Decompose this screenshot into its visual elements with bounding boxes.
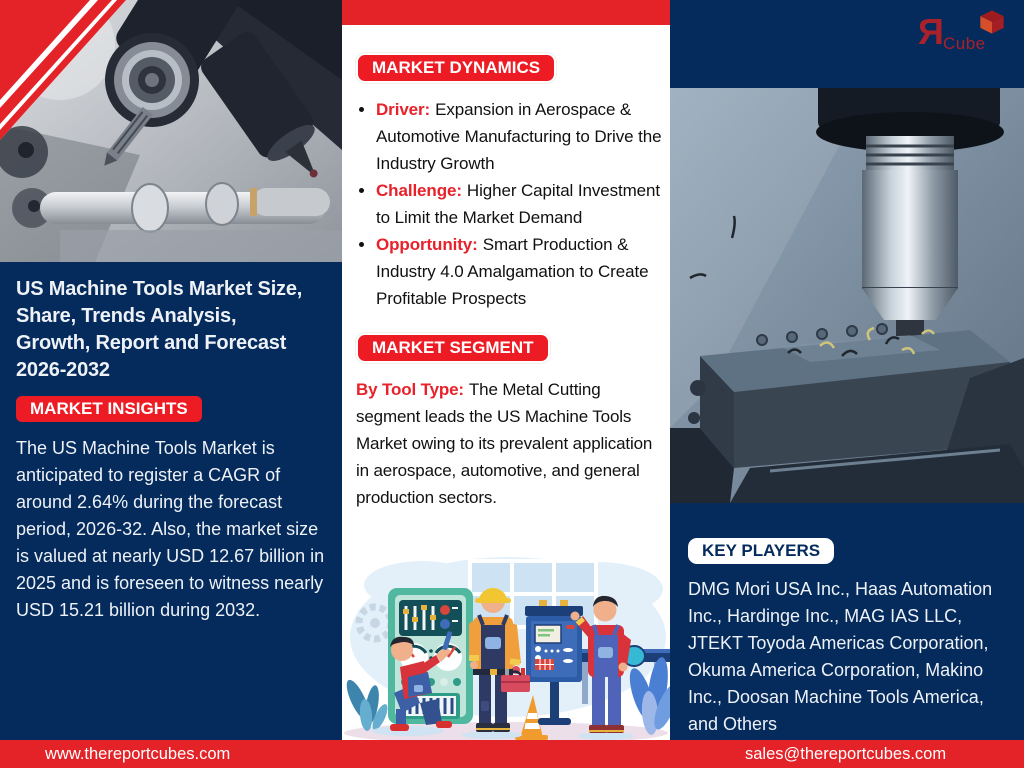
footer-bar (0, 740, 1024, 768)
left-panel (0, 0, 342, 740)
driver-text: Expansion in Aerospace & Automotive Manufacturing to Drive the Industry Growth (376, 100, 662, 173)
market-insights-badge: MARKET INSIGHTS (16, 396, 202, 422)
challenge-text: Higher Capital Investment to Limit the Market Demand (376, 181, 660, 227)
market-segment-badge: MARKET SEGMENT (356, 333, 550, 363)
market-segment-text (356, 376, 664, 511)
market-dynamics-list (360, 96, 662, 312)
rcube-logo (910, 12, 1006, 64)
logo-cube-text: Cube (943, 34, 986, 53)
key-players-text: DMG Mori USA Inc., Haas Automation Inc., Hardinge Inc., MAG IAS LLC, JTEKT Toyoda Americas Corporation, Okuma America Corporation, Makino Inc., Doosan Machine Tools America, and Others (688, 579, 993, 734)
title-line-4: 2026-2032 (16, 359, 110, 381)
red-corner-stripes (0, 0, 140, 150)
market-insights-text: The US Machine Tools Market is anticipated to register a CAGR of around 2.64% during the forecast period, 2026-32. Also, the market size is valued at nearly USD 12.67 billion in 2025 and is foreseen to witness nearly USD 15.21 billion during 2032. (16, 438, 325, 620)
page-title (16, 276, 328, 384)
footer-email-link[interactable]: sales@thereportcubes.com (745, 745, 947, 763)
title-line-1: US Machine Tools Market Size, (16, 278, 303, 300)
logo-letter-r: Я (918, 11, 944, 52)
top-red-bar (342, 0, 670, 25)
tool-type-text: The Metal Cutting segment leads the US Machine Tools Market owing to its prevalent application in aerospace, automotive, and general production sectors. (356, 380, 653, 507)
title-line-2: Share, Trends Analysis, (16, 305, 237, 327)
middle-panel-body (342, 25, 670, 511)
cnc-lathe-photo (0, 0, 342, 262)
cnc-milling-photo (670, 88, 1024, 503)
market-dynamics-badge: MARKET DYNAMICS (356, 53, 556, 83)
key-players-section (670, 503, 1024, 738)
opportunity-label: Opportunity: (376, 235, 478, 254)
cnc-milling-photo-art (670, 88, 1024, 503)
challenge-label: Challenge: (376, 181, 462, 200)
bullet-opportunity (376, 231, 662, 312)
tool-type-label: By Tool Type: (356, 380, 464, 399)
cube-3d-icon (978, 8, 1006, 36)
driver-label: Driver: (376, 100, 431, 119)
factory-workers-illustration (342, 555, 670, 740)
opportunity-text: Smart Production & Industry 4.0 Amalgamation to Create Profitable Prospects (376, 235, 649, 308)
footer-website-link[interactable]: www.thereportcubes.com (45, 745, 231, 763)
left-panel-body (0, 262, 342, 624)
title-line-3: Growth, Report and Forecast (16, 332, 287, 354)
bullet-driver (376, 96, 662, 177)
key-players-badge: KEY PLAYERS (688, 538, 834, 564)
bullet-challenge (376, 177, 662, 231)
